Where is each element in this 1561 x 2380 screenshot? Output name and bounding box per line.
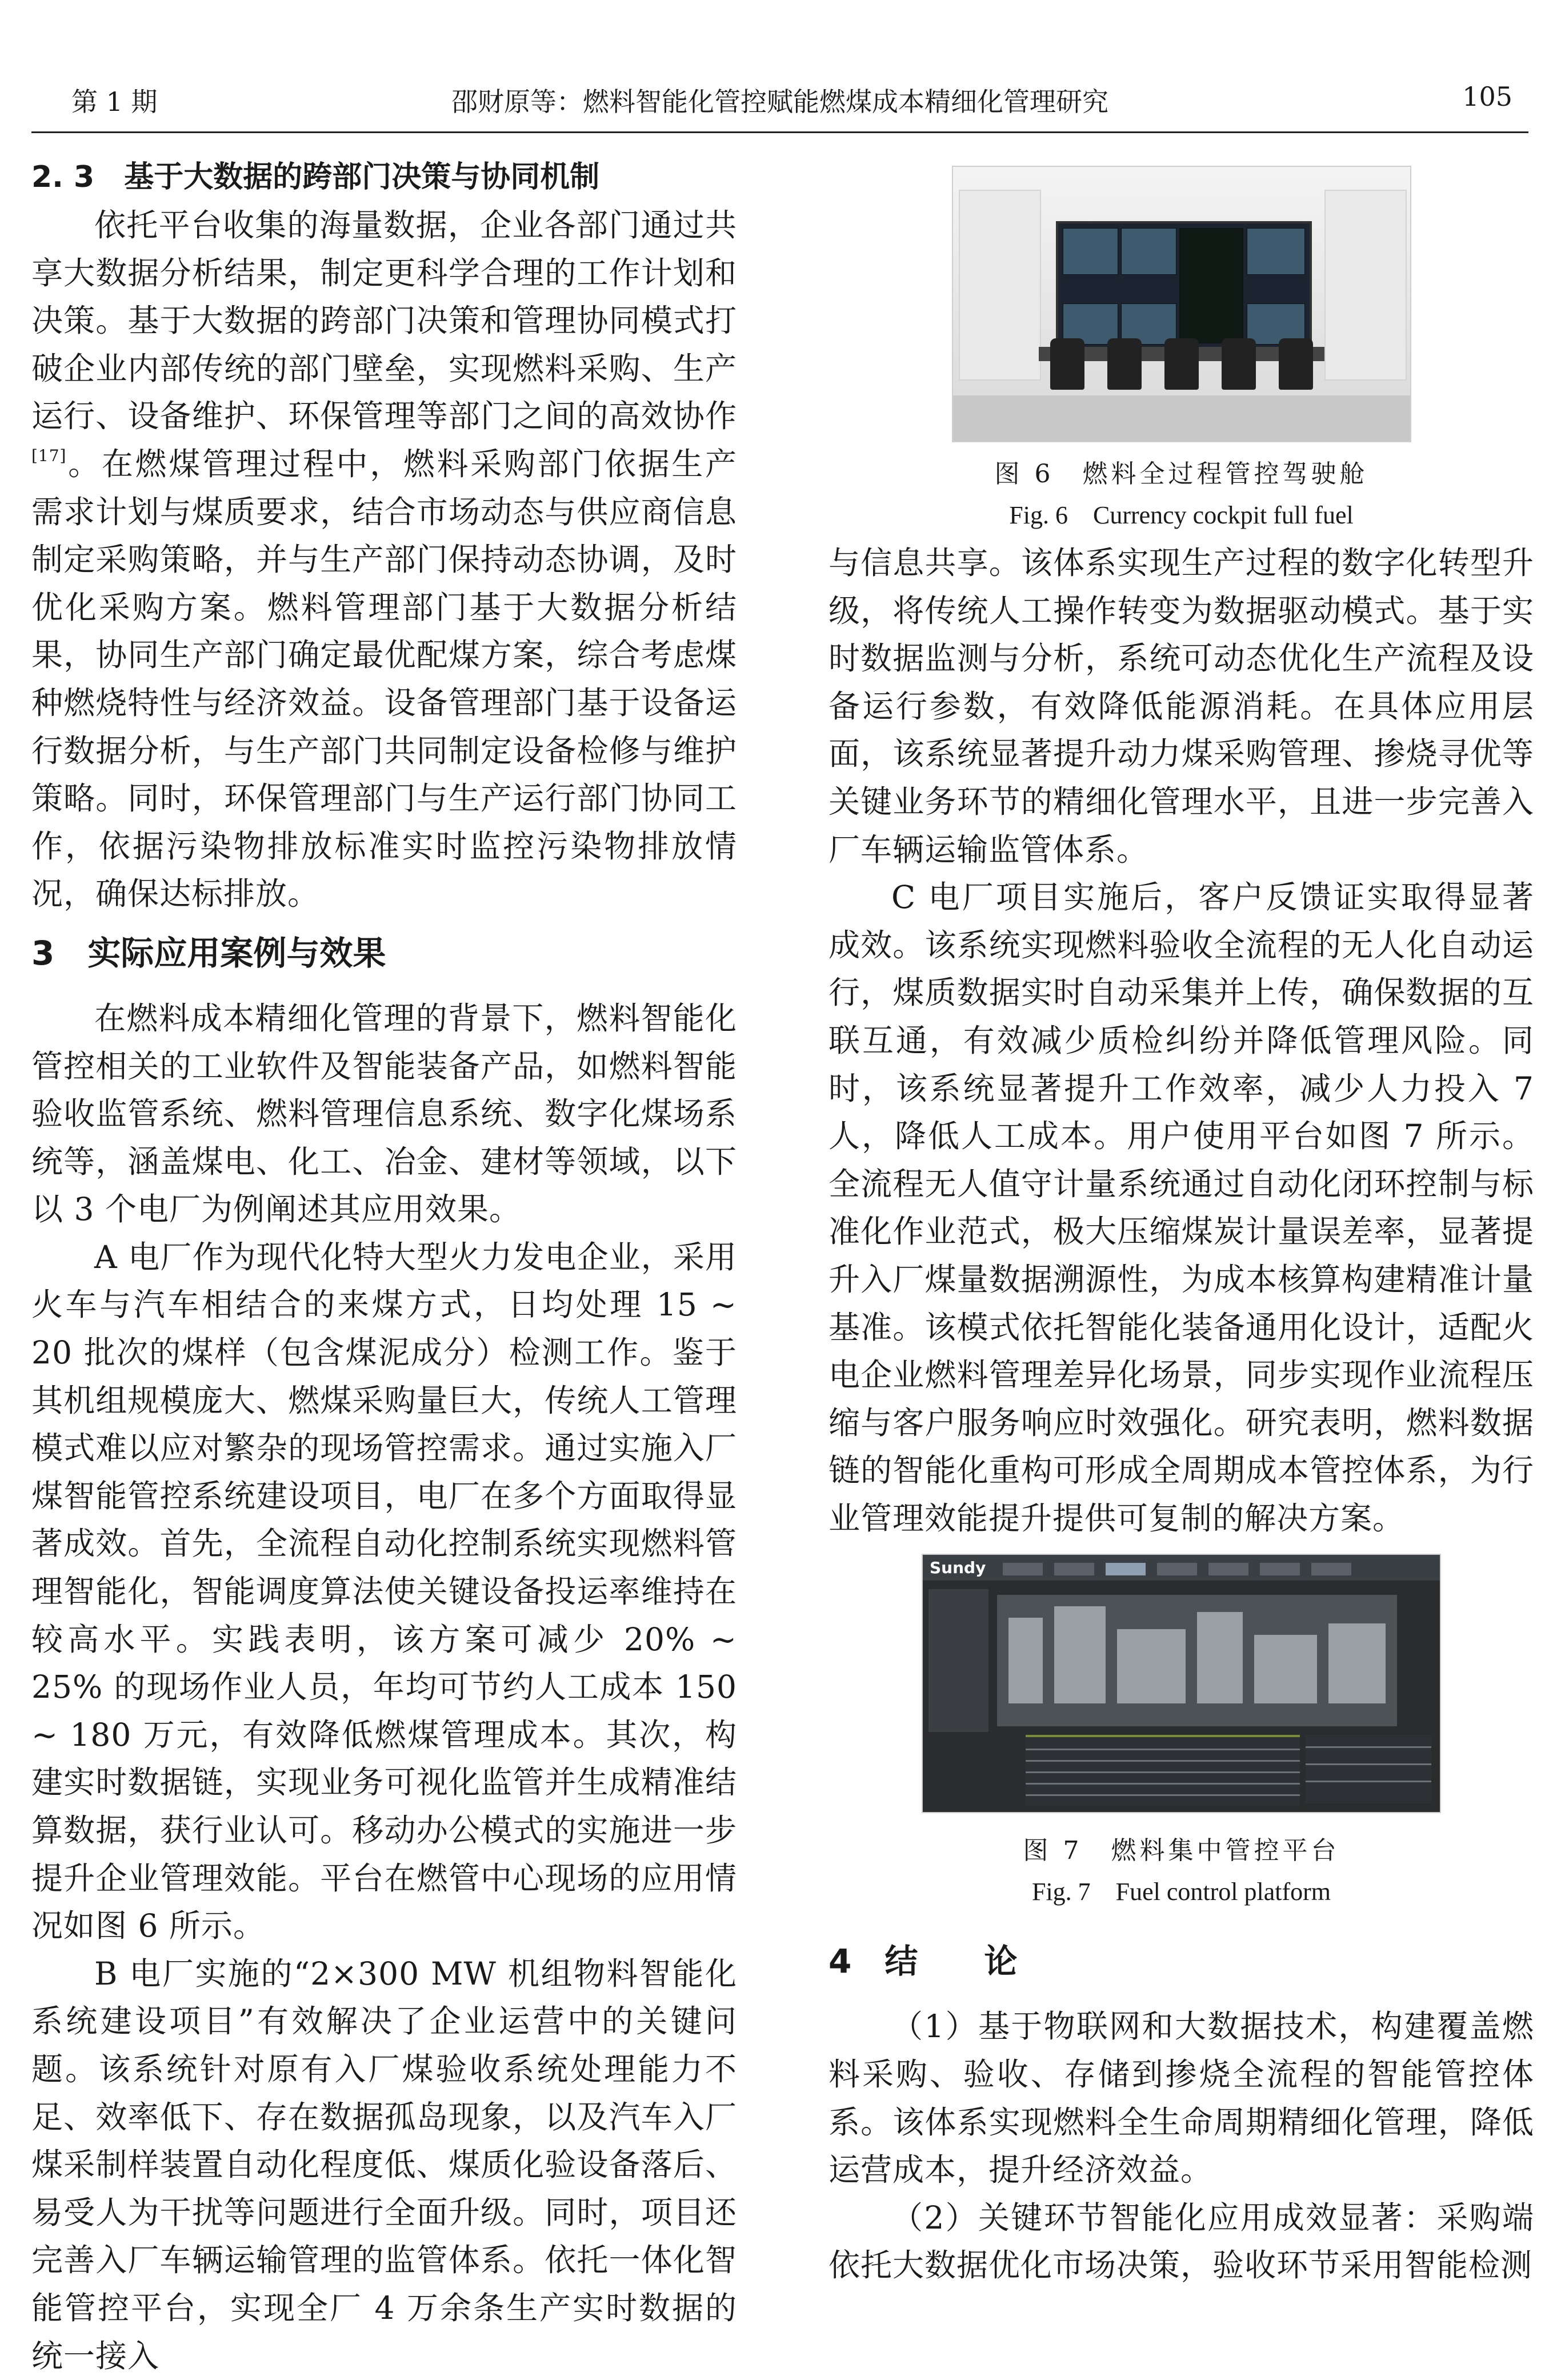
platform-tab <box>1311 1563 1351 1575</box>
table-row <box>1026 1794 1300 1796</box>
plant-a-paragraph: A 电厂作为现代化特大型火力发电企业，采用火车与汽车相结合的来煤方式，日均处理 15 ~ 20 批次的煤样（包含煤泥成分）检测工作。鉴于其机组规模庞大、燃煤采购量巨大，传统人工管理模式难以应对繁杂的现场管控需求。通过实施入厂煤智能管控系统建设项目，电厂在多个方面取得显著成效。首先，全流程自动化控制系统实现燃料管理智能化，智能调度算法使关键设备投运率维持在较高水平。实践表明，该方案可减少 20% ~ 25% 的现场作业人员，年均可节约人工成本 150 ~ 180 万元，有效降低燃煤管理成本。其次，构建实时数据链，实现业务可视化监管并生成精准结算数据，获行业认可。移动办公模式的实施进一步提升企业管理效能。平台在燃管中心现场的应用情况如图 6 所示。 <box>31 1238 737 1945</box>
equipment-block <box>1008 1618 1043 1703</box>
section-3-intro-paragraph: 在燃料成本精细化管理的背景下，燃料智能化管控相关的工业软件及智能装备产品，如燃料智能验收监管系统、燃料管理信息系统、数字化煤场系统等，涵盖煤电、化工、冶金、建材等领域，以下以 3 个电厂为例阐述其应用效果。 <box>31 999 737 1228</box>
table-row <box>1306 1781 1431 1782</box>
figure-7 <box>828 1554 1534 1913</box>
figure-6-caption-zh: 图 6 燃料全过程管控驾驶舱 <box>994 459 1368 489</box>
conclusion-2-paragraph: （2）关键环节智能化应用成效显著：采购端依托大数据优化市场决策，验收环节采用智能检测 <box>828 2199 1534 2284</box>
chair <box>1050 338 1084 390</box>
video-tile <box>1179 228 1243 343</box>
table-row <box>1306 1746 1431 1748</box>
figure-7-caption-en: Fig. 7 Fuel control platform <box>1031 1878 1331 1906</box>
platform-tab <box>1260 1563 1300 1575</box>
equipment-block <box>1054 1606 1106 1703</box>
platform-top-bar <box>923 1555 1440 1581</box>
video-tile <box>1063 228 1118 275</box>
table-row <box>1026 1749 1300 1750</box>
process-diagram <box>997 1595 1397 1726</box>
equipment-block <box>1328 1623 1386 1703</box>
conclusion-1-paragraph: （1）基于物联网和大数据技术，构建覆盖燃料采购、验收、存储到掺烧全流程的智能管控体系。该体系实现燃料全生命周期精细化管理，降低运营成本，提升经济效益。 <box>828 2008 1534 2189</box>
section-2-3-text-a: 依托平台收集的海量数据，企业各部门通过共享大数据分析结果，制定更科学合理的工作计划和决策。基于大数据的跨部门决策和管理协同模式打破企业内部传统的部门壁垒，实现燃料采购、生产运行、设备维护、环保管理等部门之间的高效协作 <box>31 207 737 435</box>
chair <box>1164 338 1199 390</box>
video-wall <box>1056 221 1312 351</box>
sundy-logo: Sundy <box>930 1558 986 1578</box>
section-2-3-heading: 2. 3 基于大数据的跨部门决策与协同机制 <box>31 160 600 194</box>
chair <box>1222 338 1256 390</box>
wall-panel-left <box>959 190 1041 381</box>
table-row <box>1306 1763 1431 1765</box>
equipment-block <box>1197 1612 1243 1703</box>
data-table <box>1026 1735 1300 1806</box>
platform-side-panel <box>928 1589 988 1732</box>
control-platform-screenshot <box>922 1554 1441 1813</box>
plant-b-paragraph: B 电厂实施的“2×300 MW 机组物料智能化系统建设项目”有效解决了企业运营中的关键问题。该系统针对原有入厂煤验收系统处理能力不足、效率低下、存在数据孤岛现象，以及汽车入厂煤采制样装置自动化程度低、煤质化验设备落后、易受人为干扰等问题进行全面升级。同时，项目还完善入厂车辆运输管理的监管体系。依托一体化智能管控平台，实现全厂 4 万余条生产实时数据的统一接入 <box>31 1955 737 2374</box>
citation-17[interactable]: [17] <box>31 446 67 465</box>
running-header <box>31 69 1528 133</box>
cockpit-photo <box>952 166 1411 442</box>
video-tile <box>1247 228 1305 275</box>
running-title: 邵财原等：燃料智能化管控赋能燃煤成本精细化管理研究 <box>451 86 1108 117</box>
issue-label: 第 1 期 <box>71 86 158 117</box>
figure-6 <box>828 166 1534 536</box>
platform-tab <box>1157 1563 1197 1575</box>
section-2-3-paragraph <box>31 202 737 918</box>
platform-tab <box>1208 1563 1248 1575</box>
chair <box>1279 338 1313 390</box>
table-row <box>1026 1783 1300 1785</box>
figure-7-caption-zh: 图 7 燃料集中管控平台 <box>1023 1836 1340 1866</box>
left-column <box>31 154 737 2380</box>
plant-c-paragraph: C 电厂项目实施后，客户反馈证实取得显著成效。该系统实现燃料验收全流程的无人化自动运行，煤质数据实时自动采集并上传，确保数据的互联互通，有效减少质检纠纷并降低管理风险。同时，该系统显著提升工作效率，减少人力投入 7 人，降低人工成本。用户使用平台如图 7 所示。全流程无人值守计量系统通过自动化闭环控制与标准化作业范式，极大压缩煤炭计量误差率，显著提升入厂煤量数据溯源性，为成本核算构建精准计量基准。该模式依托智能化装备通用化设计，适配火电企业燃料管理差异化场景，同步实现作业流程压缩与客户服务响应时效强化。研究表明，燃料数据链的智能化重构可形成全周期成本管控体系，为行业管理效能提升提供可复制的解决方案。 <box>828 879 1534 1537</box>
table-row <box>1026 1771 1300 1773</box>
platform-tab <box>1054 1563 1094 1575</box>
wall-panel-right <box>1324 190 1407 381</box>
section-4-heading: 4 结 论 <box>828 1942 1018 1981</box>
platform-tab <box>1003 1563 1043 1575</box>
floor <box>953 395 1410 441</box>
plant-b-paragraph-continued: 与信息共享。该体系实现生产过程的数字化转型升级，将传统人工操作转变为数据驱动模式。基于实时数据监测与分析，系统可动态优化生产流程及设备运行参数，有效降低能源消耗。在具体应用层面，该系统显著提升动力煤采购管理、掺烧寻优等关键业务环节的精细化管理水平，且进一步完善入厂车辆运输监管体系。 <box>828 545 1534 868</box>
equipment-block <box>1254 1635 1317 1703</box>
page-number: 105 <box>1462 81 1512 112</box>
video-tile <box>1121 228 1176 275</box>
equipment-block <box>1117 1629 1186 1703</box>
table-row <box>1026 1760 1300 1762</box>
figure-6-caption-en: Fig. 6 Currency cockpit full fuel <box>1009 501 1354 529</box>
chair <box>1107 338 1142 390</box>
section-3-heading: 3 实际应用案例与效果 <box>31 933 386 973</box>
right-column <box>828 154 1534 2290</box>
section-2-3-text-b: 。在燃煤管理过程中，燃料采购部门依据生产需求计划与煤质要求，结合市场动态与供应商信息制定采购策略，并与生产部门保持动态协调，及时优化采购方案。燃料管理部门基于大数据分析结果，协同生产部门确定最优配煤方案，综合考虑煤种燃烧特性与经济效益。设备管理部门基于设备运行数据分析，与生产部门共同制定设备检修与维护策略。同时，环保管理部门与生产运行部门协同工作，依据污染物排放标准实时监控污染物排放情况，确保达标排放。 <box>31 445 737 913</box>
log-panel <box>1306 1735 1431 1803</box>
platform-tab <box>1106 1563 1146 1575</box>
